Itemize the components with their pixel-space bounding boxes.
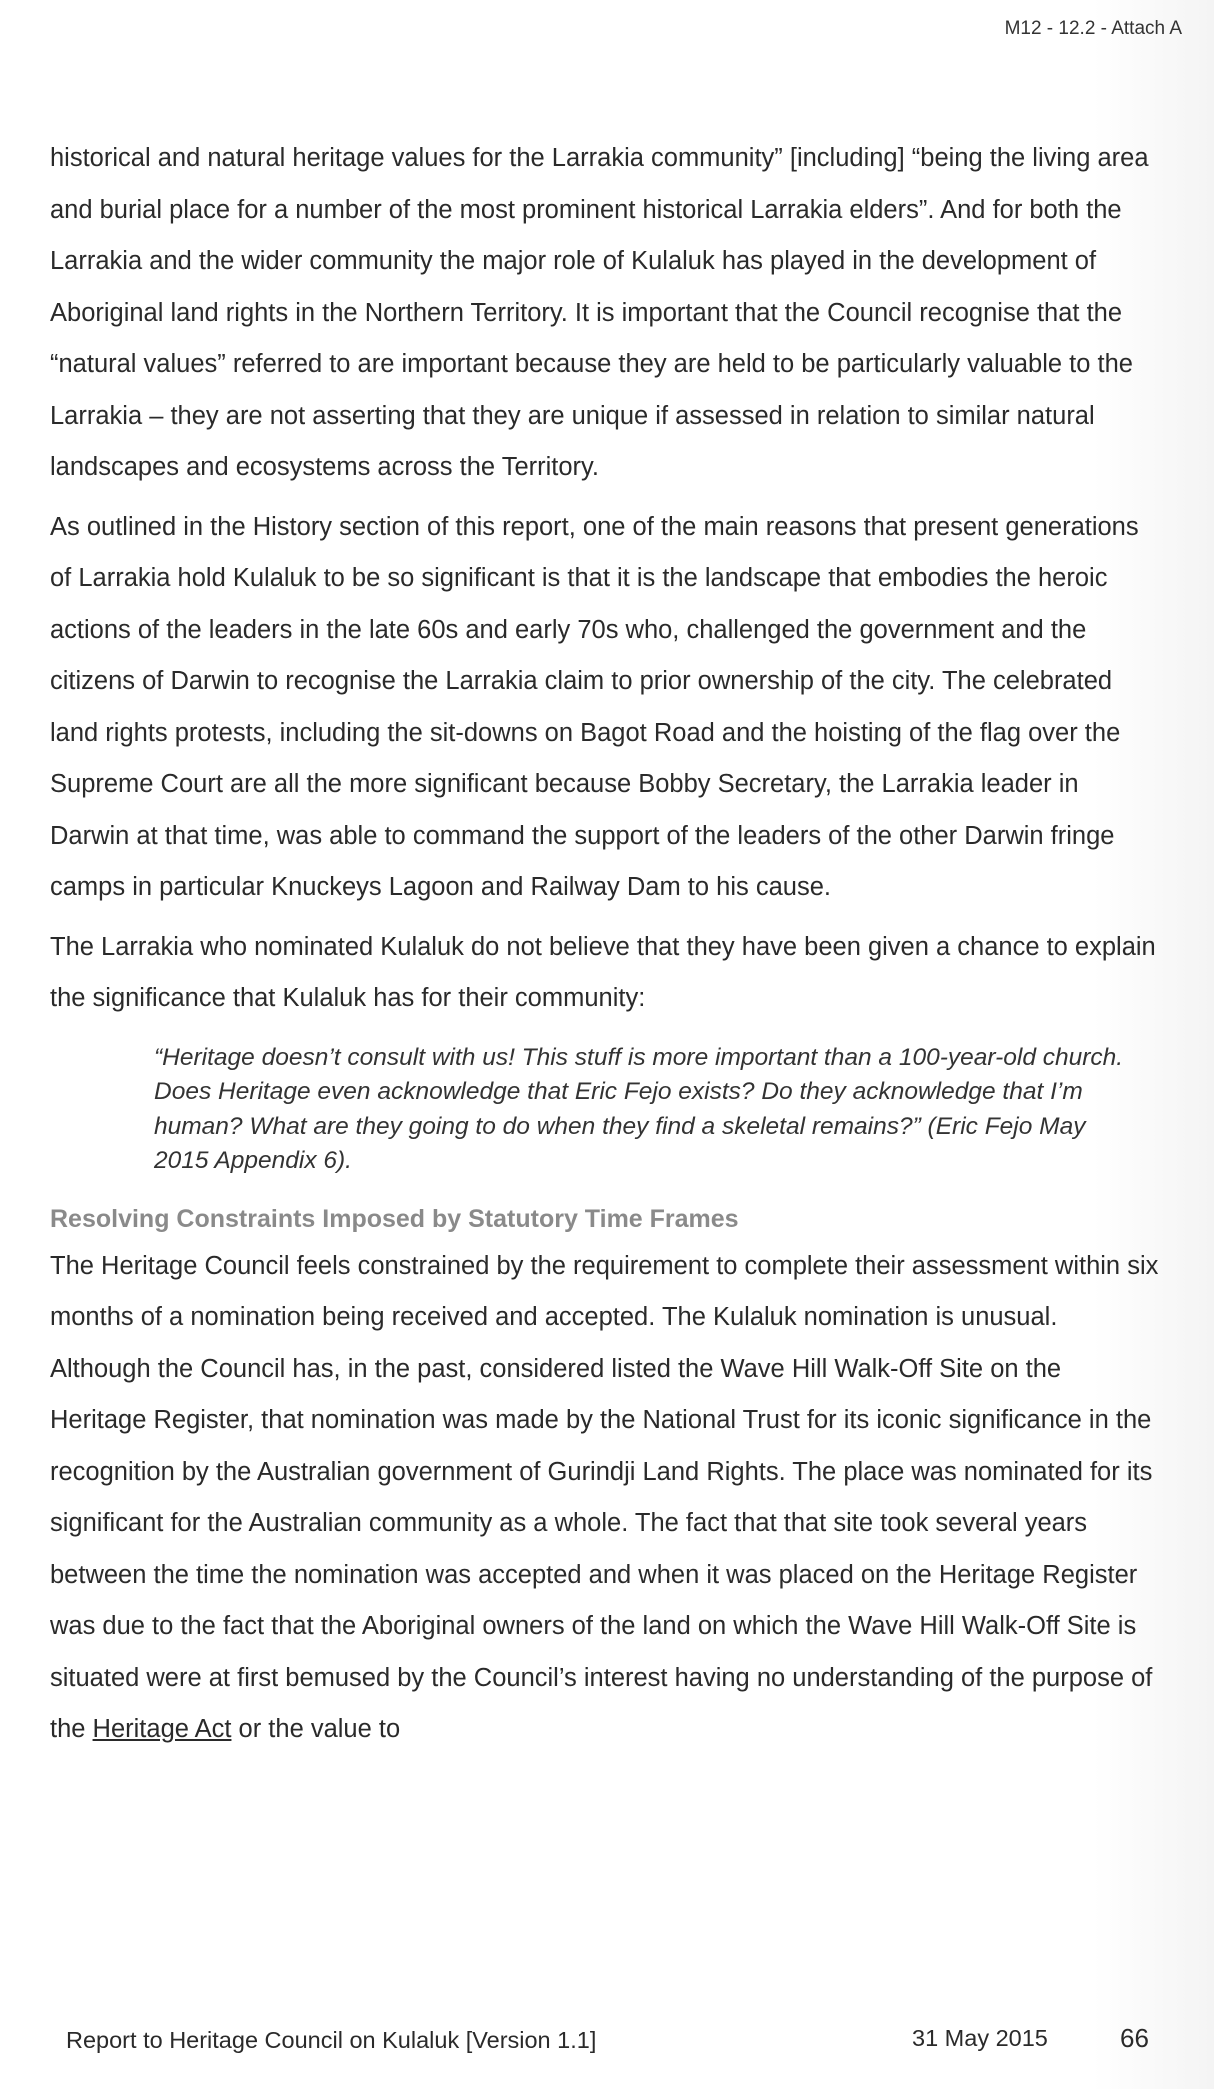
- paragraph-nomination-intro: The Larrakia who nominated Kulaluk do not believe that they have been given a chance to explain the significance that Kulaluk has for their community:: [50, 932, 1156, 1012]
- document-body: [50, 133, 1160, 1764]
- block-quote: “Heritage doesn’t consult with us! This stuff is more important than a 100-year-old church. Does Heritage even acknowledge that Eric Fejo exists? Do they acknowledge that I’m human? What are they going to do when they find a skeletal remains?” (Eric Fejo May 2015 Appendix 6).: [154, 1043, 1124, 1174]
- heritage-act-reference: Heritage Act: [92, 1715, 232, 1743]
- paragraph-text-end: or the value to: [238, 1715, 401, 1743]
- attachment-reference: M12 - 12.2 - Attach A: [1004, 18, 1182, 39]
- paragraph-heritage-values: historical and natural heritage values for the Larrakia community” [including] “being the living area and burial place for a number of the most prominent historical Larrakia elders”. And for both the Larrakia and the wider community the major role of Kulaluk has played in the development of Aboriginal land rights in the Northern Territory. It is important that the Council recognise that the “natural values” referred to are important because they are held to be particularly valuable to the Larrakia – they are not asserting that they are unique if assessed in relation to similar natural landscapes and ecosystems across the Territory.: [50, 144, 1149, 481]
- footer-date: 31 May 2015: [912, 2025, 1048, 2051]
- footer-report-title: Report to Heritage Council on Kulaluk [Version 1.1]: [66, 2027, 597, 2053]
- paragraph-text: The Heritage Council feels constrained by the requirement to complete their assessment within six months of a nomination being received and accepted. The Kulaluk nomination is unusual. Although the Council has, in the past, considered listed the Wave Hill Walk-Off Site on the Heritage Register, that nomination was made by the National Trust for its iconic significance in the recognition by the Australian government of Gurindji Land Rights. The place was nominated for its significant for the Australian community as a whole. The fact that that site took several years between the time the nomination was accepted and when it was placed on the Heritage Register was due to the fact that the Aboriginal owners of the land on which the Wave Hill Walk-Off Site is situated were at first bemused by the Council’s interest having no understanding of the purpose of the: [50, 1251, 1159, 1743]
- page-number: 66: [1120, 2023, 1149, 2053]
- paragraph-statutory-constraints: [50, 1241, 1160, 1756]
- section-heading: Resolving Constraints Imposed by Statutory Time Frames: [50, 1204, 739, 1233]
- paragraph-history-outline: As outlined in the History section of this report, one of the main reasons that present generations of Larrakia hold Kulaluk to be so significant is that it is the landscape that embodies the heroic actions of the leaders in the late 60s and early 70s who, challenged the government and the citizens of Darwin to recognise the Larrakia claim to prior ownership of the city. The celebrated land rights protests, including the sit-downs on Bagot Road and the hoisting of the flag over the Supreme Court are all the more significant because Bobby Secretary, the Larrakia leader in Darwin at that time, was able to command the support of the leaders of the other Darwin fringe camps in particular Knuckeys Lagoon and Railway Dam to his cause.: [50, 512, 1139, 901]
